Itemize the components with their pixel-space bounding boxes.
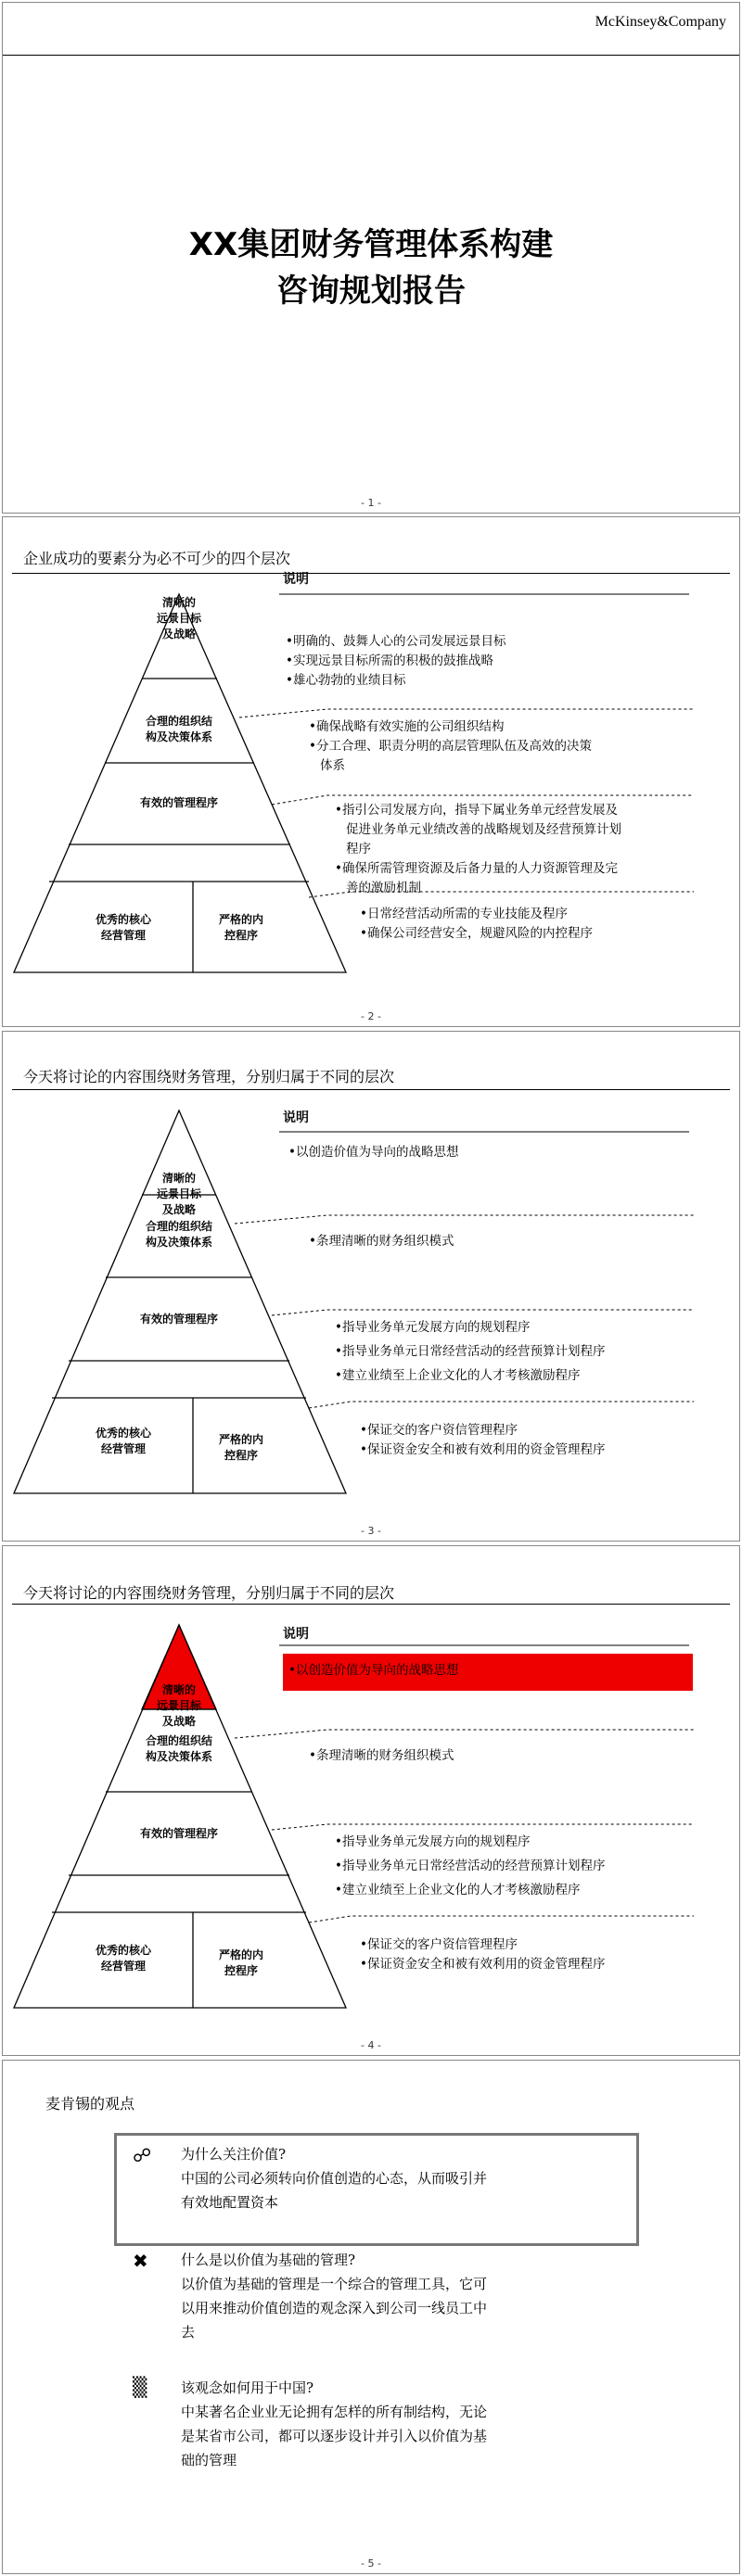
slide-2 — [2, 516, 740, 1027]
pyramid-level-4b: 严格的内 控程序 — [218, 1433, 263, 1462]
pyramid-level-2: 合理的组织结 构及决策体系 — [145, 715, 212, 743]
pyramid-diagram — [3, 1546, 741, 2057]
page-number: - 1 - — [361, 497, 381, 509]
pattern-icon: ▒ — [133, 2376, 147, 2398]
pyramid-level-1: 清晰的 远景目标 及战略 — [156, 1683, 201, 1728]
desc-level-2: •确保战略有效实施的公司组织结构 •分工合理、职责分明的高层管理队伍及高效的决策 体系 — [309, 719, 592, 773]
slide-heading: 企业成功的要素分为必不可少的四个层次 — [23, 550, 291, 567]
page-number: - 2 - — [361, 1010, 381, 1022]
desc-level-1: •明确的、鼓舞人心的公司发展远景目标 •实现远景目标所需的积极的鼓推战略 •雄心勃勃的业绩目标 — [286, 634, 506, 688]
page-number: - 3 - — [361, 1525, 381, 1537]
brand-logo: McKinsey&Company — [595, 14, 726, 30]
pyramid-level-3: 有效的管理程序 — [139, 796, 218, 809]
slide-4 — [2, 1545, 740, 2056]
question-2: 什么是以价值为基础的管理? 以价值为基础的管理是一个综合的管理工具，它可 以用来推动价值创造的观念深入到公司一线员工中 去 — [181, 2252, 488, 2341]
desc-level-4: •日常经营活动所需的专业技能及程序 •确保公司经营安全，规避风险的内控程序 — [360, 907, 593, 941]
cross-arrows-icon: ✖ — [133, 2250, 148, 2272]
pyramid-level-3: 有效的管理程序 — [139, 1827, 218, 1840]
slide-heading: 今天将讨论的内容围绕财务管理，分别归属于不同的层次 — [23, 1584, 395, 1602]
title-line-1: XX集团财务管理体系构建 — [188, 226, 554, 263]
page-number: - 4 - — [361, 2039, 381, 2051]
pyramid-level-2: 合理的组织结 构及决策体系 — [145, 1734, 212, 1763]
slide-3 — [2, 1031, 740, 1542]
explain-label: 说明 — [283, 572, 309, 587]
explain-label: 说明 — [283, 1627, 309, 1642]
explain-label: 说明 — [283, 1110, 309, 1125]
pyramid-level-4a: 优秀的核心 经营管理 — [95, 913, 151, 942]
header-rule — [3, 55, 739, 56]
desc-level-3: •指导业务单元发展方向的规划程序 •指导业务单元日常经营活动的经营预算计划程序 •建立业绩至上企业文化的人才考核激励程序 — [335, 1320, 606, 1383]
pyramid-level-4b: 严格的内 控程序 — [218, 913, 263, 942]
pyramid-diagram — [3, 1032, 741, 1542]
slide-5 — [2, 2060, 740, 2574]
pyramid-level-4a: 优秀的核心 经营管理 — [95, 1944, 151, 1973]
slide-heading: 麦肯锡的观点 — [45, 2095, 135, 2113]
pyramid-level-4a: 优秀的核心 经营管理 — [95, 1427, 151, 1455]
slide-heading: 今天将讨论的内容围绕财务管理，分别归属于不同的层次 — [23, 1068, 395, 1085]
question-3: 该观念如何用于中国? 中某著名企业业无论拥有怎样的所有制结构，无论 是某省市公司，都可以逐步设计并引入以价值为基 础的管理 — [181, 2379, 488, 2468]
pyramid-level-1: 清晰的 远景目标 及战略 — [156, 596, 201, 641]
desc-level-2: •条理清晰的财务组织模式 — [309, 1234, 454, 1249]
page-number: - 5 - — [361, 2557, 381, 2570]
title-line-2: 咨询规划报告 — [276, 273, 466, 310]
pyramid-level-2: 合理的组织结 构及决策体系 — [145, 1220, 212, 1249]
question-1: 为什么关注价值? 中国的公司必须转向价值创造的心态，从而吸引并 有效地配置资本 — [181, 2146, 488, 2211]
desc-level-4: •保证交的客户资信管理程序 •保证资金安全和被有效利用的资金管理程序 — [360, 1423, 606, 1457]
link-icon: ☍ — [133, 2144, 152, 2166]
pyramid-level-4b: 严格的内 控程序 — [218, 1948, 263, 1977]
slide-1 — [2, 2, 740, 514]
pyramid-level-3: 有效的管理程序 — [139, 1313, 218, 1326]
desc-level-1: •以创造价值为导向的战略思想 — [288, 1145, 459, 1160]
desc-level-3: •指引公司发展方向，指导下属业务单元经营发展及 促进业务单元业绩改善的战略规划及经营预算计划 程序 •确保所需管理资源及后备力量的人力资源管理及完 善的激励机制 — [335, 803, 621, 895]
desc-level-1: •以创造价值为导向的战略思想 — [288, 1663, 459, 1678]
desc-level-4: •保证交的客户资信管理程序 •保证资金安全和被有效利用的资金管理程序 — [360, 1937, 606, 1972]
desc-level-2: •条理清晰的财务组织模式 — [309, 1748, 454, 1763]
pyramid-level-1: 清晰的 远景目标 及战略 — [156, 1172, 201, 1216]
desc-level-3: •指导业务单元发展方向的规划程序 •指导业务单元日常经营活动的经营预算计划程序 •建立业绩至上企业文化的人才考核激励程序 — [335, 1834, 606, 1897]
